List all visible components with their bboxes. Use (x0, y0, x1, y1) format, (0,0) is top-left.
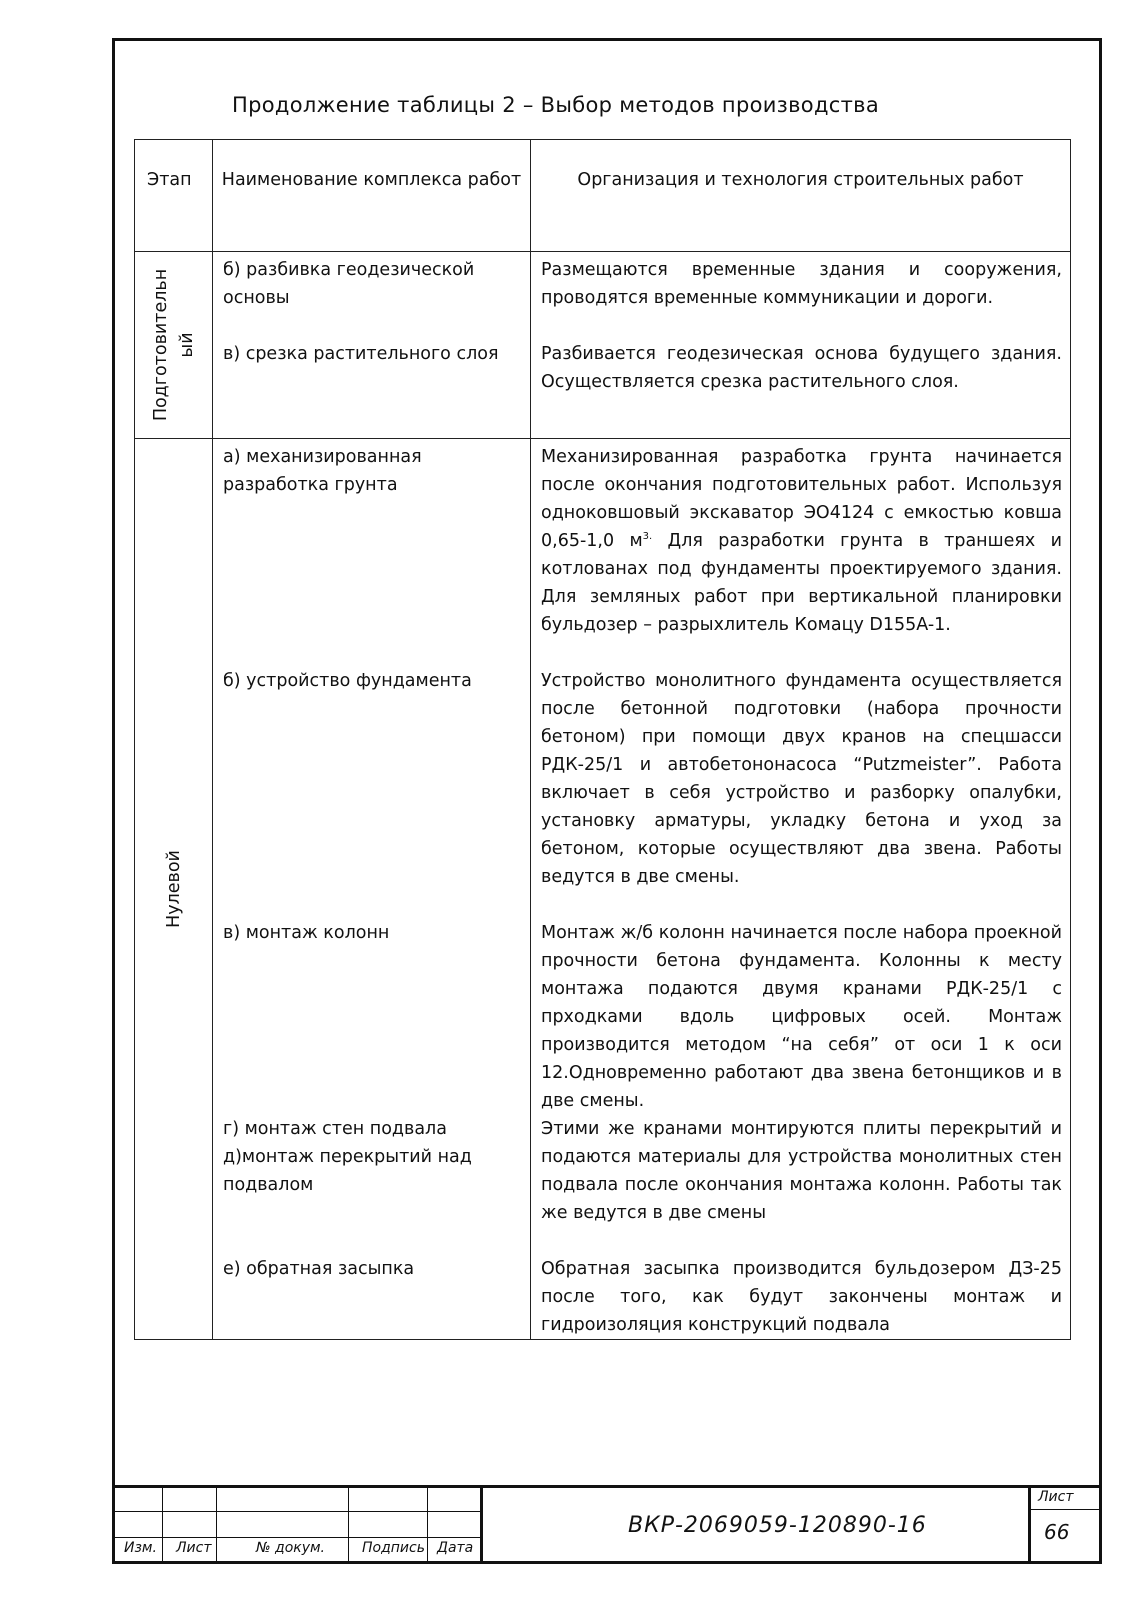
stamp-label-sign: Подпись (362, 1540, 425, 1556)
stamp-label-date: Дата (437, 1540, 474, 1556)
work-names-zero (213, 439, 531, 1340)
stage-label-prep: Подготовительн ый (150, 268, 197, 422)
work-item: в) срезка растительного слоя (223, 344, 499, 364)
header-name: Наименование комплекса работ (213, 140, 531, 252)
work-item: а) механизированная разработка грунта (223, 447, 422, 495)
stamp-label-list: Лист (176, 1540, 212, 1556)
work-desc: Размещаются временные здания и сооружения, проводятся временные коммуникации и дороги. (541, 260, 1062, 308)
methods-table (134, 139, 1071, 1340)
table-header-row (135, 140, 1071, 252)
sheet-label: Лист (1038, 1489, 1074, 1505)
work-item: б) устройство фундамента (223, 671, 472, 691)
work-item: е) обратная засыпка (223, 1259, 415, 1279)
work-desc: Механизированная разработка грунта начинается после окончания подготовительных работ. Используя одноковшовый экскаватор ЭО4124 с емкостью ковша 0,65-1,0 $м^{3.}$ Для разработки грунта в траншеях и котлованах под фундаменты проектируемого здания. Для земляных работ при вертикальной планировки бульдозер – разрыхлитель Комацу D155A-1. (541, 447, 1062, 635)
table-caption: Продолжение таблицы 2 – Выбор методов производства (232, 93, 879, 117)
work-item: г) монтаж стен подвала (223, 1119, 447, 1139)
work-item: в) монтаж колонн (223, 923, 390, 943)
table-row-prep (135, 252, 1071, 439)
work-desc: Устройство монолитного фундамента осуществляется после бетонной подготовки (набора прочности бетоном) при помощи двух кранов на спецшасси РДК-25/1 и автобетононасоса “Putzmeister”. Работа включает в себя устройство и разборку опалубки, установку арматуры, укладку бетона и уход за бетоном, которые осуществляют два звена. Работы ведутся в две смены. (541, 671, 1062, 887)
stamp-label-doc: № докум. (256, 1540, 326, 1556)
table-row-zero (135, 439, 1071, 1340)
work-desc-zero (531, 439, 1071, 1340)
stamp-label-izm: Изм. (124, 1540, 157, 1556)
stage-cell-prep (135, 252, 213, 439)
document-code: ВКР-2069059-120890-16 (628, 1513, 927, 1538)
sheet-number: 66 (1044, 1520, 1070, 1544)
work-desc: Монтаж ж/б колонн начинается после набора проекной прочности бетона фундамента. Колонны к месту монтажа подаются двумя кранами РДК-25/1 с прходками вдоль цифровых осей. Монтаж производится методом “на себя” от оси 1 к оси 12.Одновременно работают два звена бетонщиков и в две смены. (541, 923, 1062, 1111)
work-desc: Разбивается геодезическая основа будущего здания. Осуществляется срезка растительного слоя. (541, 344, 1062, 392)
header-org: Организация и технология строительных работ (531, 140, 1071, 252)
work-desc-prep (531, 252, 1071, 439)
work-item: д)монтаж перекрытий над подвалом (223, 1147, 472, 1195)
stage-cell-zero (135, 439, 213, 1340)
work-item: б) разбивка геодезической основы (223, 260, 475, 308)
header-stage: Этап (135, 140, 213, 252)
work-desc: Этими же кранами монтируются плиты перекрытий и подаются материалы для устройства монолитных стен подвала после окончания монтажа колонн. Работы так же ведутся в две смены (541, 1119, 1062, 1223)
work-desc: Обратная засыпка производится бульдозером ДЗ-25 после того, как будут закончены монтаж и гидроизоляция конструкций подвала (541, 1259, 1062, 1335)
work-names-prep (213, 252, 531, 439)
stage-label-zero: Нулевой (163, 850, 184, 928)
